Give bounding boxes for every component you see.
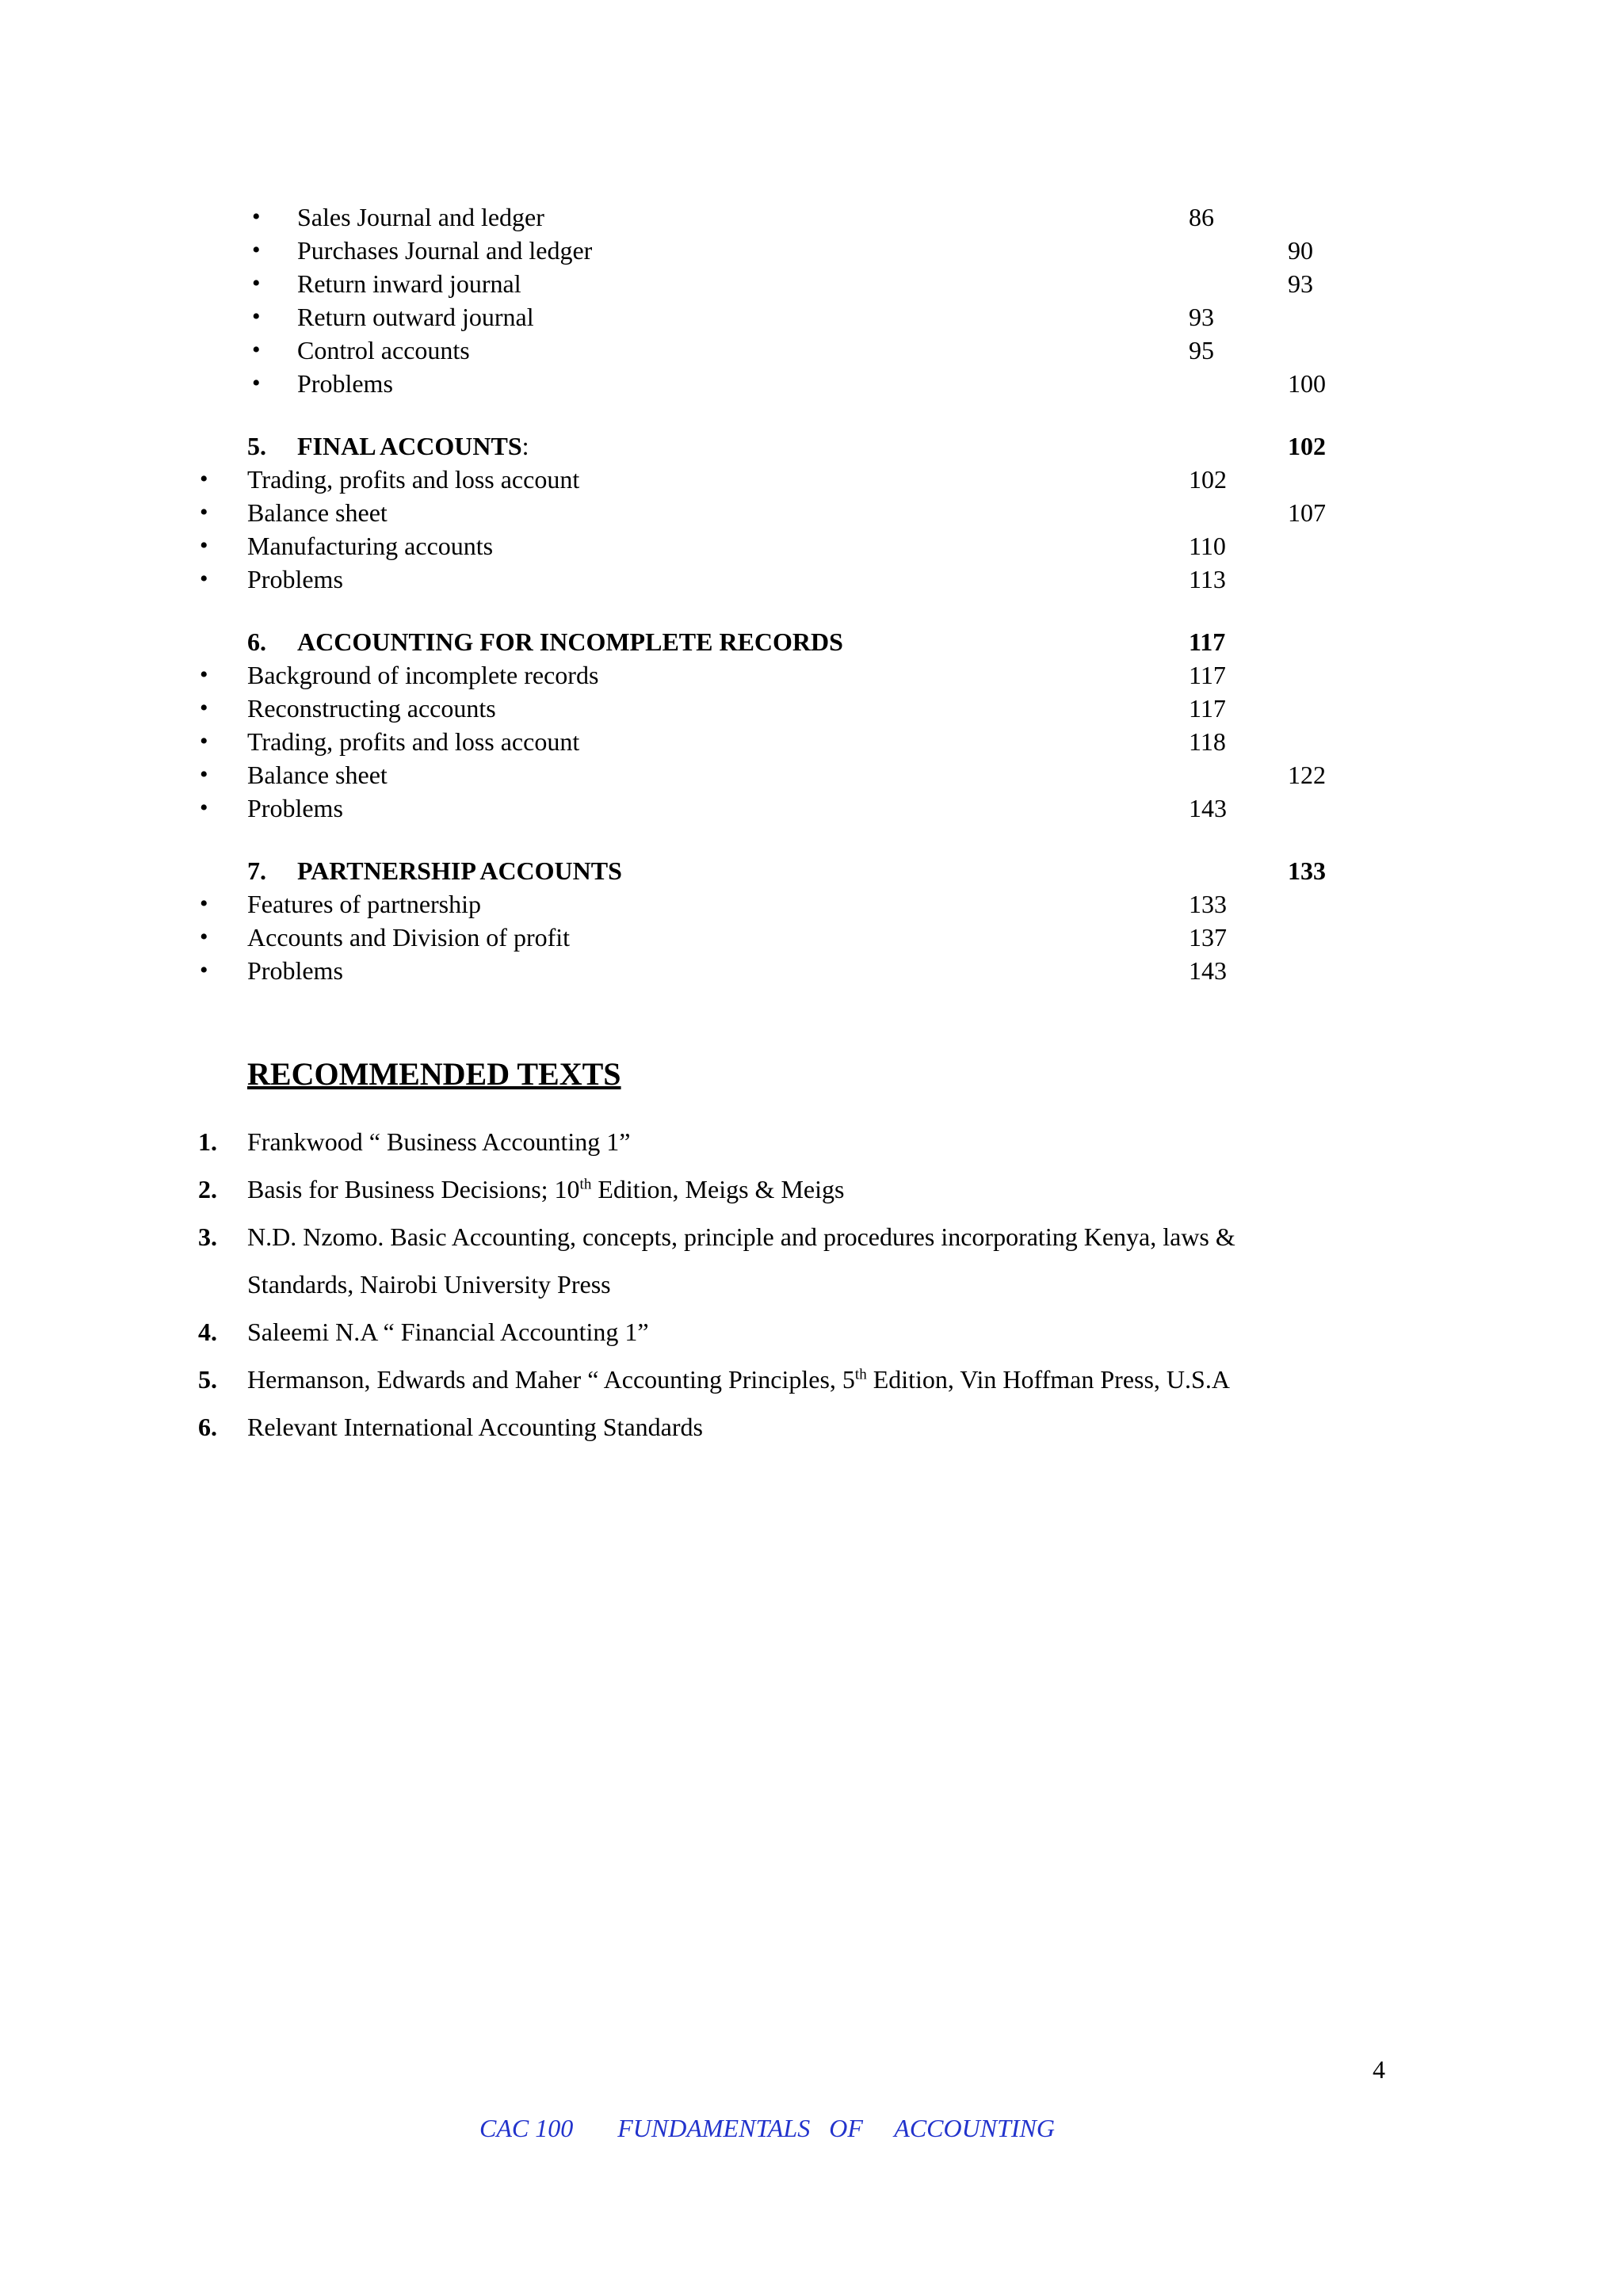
bullet-icon: • — [252, 337, 261, 363]
bullet-icon: • — [200, 728, 208, 754]
toc-entry — [0, 367, 1623, 400]
toc-section-heading — [0, 625, 1623, 658]
toc-entry-page: 95 — [1189, 336, 1214, 364]
bullet-icon: • — [200, 499, 208, 525]
toc-entry-page: 90 — [1288, 236, 1313, 265]
toc-entry-label: Control accounts — [297, 336, 470, 364]
toc-entry — [0, 200, 1623, 234]
bullet-icon: • — [200, 662, 208, 688]
toc-entry-label: Reconstructing accounts — [247, 694, 496, 723]
reference-number: 4. — [198, 1318, 217, 1346]
reference-item-continuation — [247, 1268, 611, 1301]
reference-text — [247, 1220, 1235, 1253]
section-page: 102 — [1288, 432, 1326, 460]
bullet-icon: • — [252, 303, 261, 330]
toc-entry-page: 143 — [1189, 794, 1227, 822]
toc-entry-page: 93 — [1189, 303, 1214, 331]
toc-entry-page: 107 — [1288, 498, 1326, 527]
section-number: 5. — [247, 432, 266, 460]
section-page: 117 — [1189, 627, 1226, 656]
section-title-text: PARTNERSHIP ACCOUNTS — [297, 856, 622, 885]
toc-entry — [0, 334, 1623, 367]
reference-item — [0, 1125, 1623, 1158]
bullet-icon: • — [200, 924, 208, 950]
toc-entry-label: Return inward journal — [297, 269, 521, 298]
toc-entry-label: Trading, profits and loss account — [247, 465, 580, 494]
toc-entry-page: 93 — [1288, 269, 1313, 298]
section-title — [297, 854, 622, 887]
toc-entry-page: 122 — [1288, 761, 1326, 789]
toc-entry-page: 110 — [1189, 532, 1226, 560]
toc-entry-label: Features of partnership — [247, 890, 482, 918]
section-page: 133 — [1288, 856, 1326, 885]
section-title — [297, 429, 529, 463]
bullet-icon: • — [200, 566, 208, 592]
toc-entry — [0, 791, 1623, 825]
toc-entry-label: Problems — [297, 369, 393, 398]
bullet-icon: • — [200, 891, 208, 917]
toc-entry-label: Balance sheet — [247, 761, 388, 789]
toc-entry — [0, 529, 1623, 563]
toc-section-heading — [0, 429, 1623, 463]
toc-entry-page: 117 — [1189, 694, 1226, 723]
toc-entry — [0, 758, 1623, 791]
toc-entry-page: 102 — [1189, 465, 1227, 494]
page-number: 4 — [1373, 2055, 1385, 2084]
reference-number: 5. — [198, 1365, 217, 1394]
toc-entry-label: Problems — [247, 956, 343, 985]
reference-text — [247, 1363, 1230, 1396]
toc-entry-label: Purchases Journal and ledger — [297, 236, 593, 265]
toc-entry — [0, 954, 1623, 987]
toc-entry-page: 86 — [1189, 203, 1214, 231]
section-title-suffix: : — [521, 432, 529, 460]
bullet-icon: • — [200, 795, 208, 821]
toc-entry — [0, 921, 1623, 954]
reference-number: 3. — [198, 1222, 217, 1251]
bullet-icon: • — [200, 957, 208, 983]
toc-entry — [0, 300, 1623, 334]
bullet-icon: • — [200, 695, 208, 721]
section-title-text: FINAL ACCOUNTS — [297, 432, 522, 460]
reference-number: 6. — [198, 1413, 217, 1441]
toc-entry — [0, 234, 1623, 267]
bullet-icon: • — [200, 532, 208, 559]
toc-entry — [0, 463, 1623, 496]
reference-item — [0, 1363, 1623, 1396]
reference-text-part: Saleemi N.A “ Financial Accounting 1” — [247, 1318, 649, 1346]
reference-item — [0, 1173, 1623, 1206]
section-title — [297, 625, 843, 658]
toc-entry — [0, 563, 1623, 596]
reference-number: 1. — [198, 1127, 217, 1156]
toc-entry-page: 113 — [1189, 565, 1226, 593]
reference-text-part: Edition, Meigs & Meigs — [591, 1175, 845, 1203]
toc-entry-label: Trading, profits and loss account — [247, 727, 580, 756]
toc-entry-page: 133 — [1189, 890, 1227, 918]
reference-text — [247, 1315, 649, 1348]
recommended-texts-heading: RECOMMENDED TEXTS — [247, 1056, 621, 1092]
reference-text-part: Standards, Nairobi University Press — [247, 1270, 611, 1299]
superscript: th — [854, 1366, 867, 1383]
reference-text — [247, 1173, 844, 1206]
footer-course-title: FUNDAMENTALS OF ACCOUNTING — [617, 2114, 1055, 2142]
section-number: 6. — [247, 627, 266, 656]
reference-item — [0, 1220, 1623, 1253]
reference-text-part: Basis for Business Decisions; 10 — [247, 1175, 580, 1203]
bullet-icon: • — [200, 761, 208, 788]
bullet-icon: • — [200, 466, 208, 492]
bullet-icon: • — [252, 270, 261, 296]
toc-entry-page: 117 — [1189, 661, 1226, 689]
toc-entry-label: Accounts and Division of profit — [247, 923, 571, 952]
toc-entry — [0, 267, 1623, 300]
toc-entry-label: Sales Journal and ledger — [297, 203, 544, 231]
toc-entry-page: 118 — [1189, 727, 1226, 756]
reference-text — [247, 1125, 631, 1158]
toc-entry — [0, 496, 1623, 529]
toc-entry-page: 137 — [1189, 923, 1227, 952]
section-title-text: ACCOUNTING FOR INCOMPLETE RECORDS — [297, 627, 843, 656]
reference-text-part: Relevant International Accounting Standards — [247, 1413, 703, 1441]
toc-entry — [0, 692, 1623, 725]
superscript: th — [579, 1176, 592, 1193]
page-footer — [479, 2111, 1055, 2145]
reference-item — [0, 1315, 1623, 1348]
toc-section-heading — [0, 854, 1623, 887]
reference-item — [0, 1410, 1623, 1444]
bullet-icon: • — [252, 204, 261, 230]
toc-entry-page: 143 — [1189, 956, 1227, 985]
reference-text-part: N.D. Nzomo. Basic Accounting, concepts, principle and procedures incorporating Kenya, laws & — [247, 1222, 1235, 1251]
toc-entry-label: Background of incomplete records — [247, 661, 599, 689]
toc-entry-label: Balance sheet — [247, 498, 388, 527]
toc-entry-label: Problems — [247, 794, 343, 822]
reference-text-part: Edition, Vin Hoffman Press, U.S.A — [866, 1365, 1230, 1394]
footer-course-code: CAC 100 — [479, 2114, 574, 2142]
reference-text-part: Frankwood “ Business Accounting 1” — [247, 1127, 631, 1156]
reference-number: 2. — [198, 1175, 217, 1203]
reference-text-part: Hermanson, Edwards and Maher “ Accounting Principles, 5 — [247, 1365, 855, 1394]
toc-entry — [0, 887, 1623, 921]
toc-entry-label: Problems — [247, 565, 343, 593]
reference-text — [247, 1410, 703, 1444]
bullet-icon: • — [252, 370, 261, 396]
toc-entry-label: Return outward journal — [297, 303, 534, 331]
toc-entry-label: Manufacturing accounts — [247, 532, 494, 560]
section-number: 7. — [247, 856, 266, 885]
bullet-icon: • — [252, 237, 261, 263]
toc-entry — [0, 658, 1623, 692]
toc-entry — [0, 725, 1623, 758]
toc-entry-page: 100 — [1288, 369, 1326, 398]
